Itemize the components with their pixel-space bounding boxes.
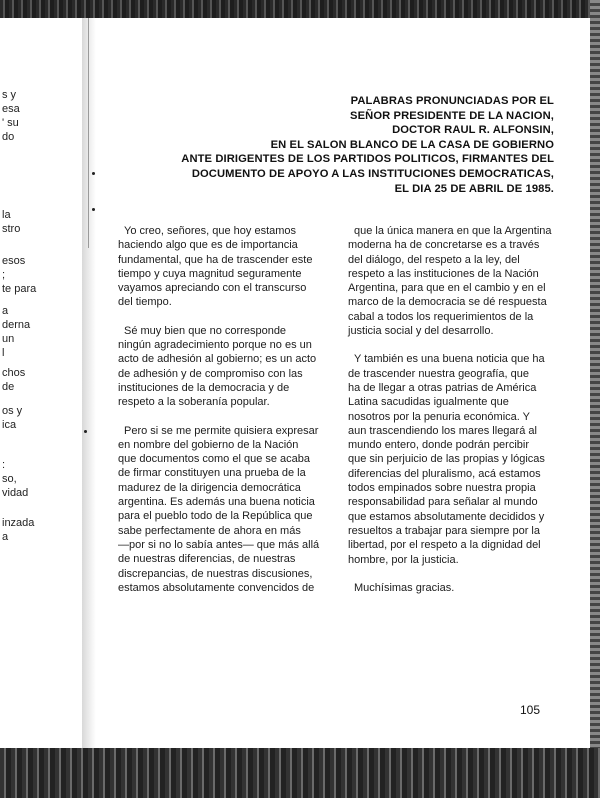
- text-line: respeto a las instituciones de la Nación: [348, 267, 539, 280]
- text-line: acto de adhesión al gobierno; es un acto: [118, 353, 317, 366]
- fragment-line: chos: [2, 367, 26, 379]
- previous-page-fragment: [2, 366, 25, 394]
- fragment-line: derna: [2, 319, 31, 331]
- fragment-line: ' su: [2, 117, 19, 129]
- previous-page-margin: [0, 18, 80, 748]
- fragment-line: de: [2, 381, 15, 393]
- text-line: Latina sacudidas igualmente que: [348, 396, 509, 409]
- text-line: de nuestras diferencias, de nuestras: [118, 553, 296, 566]
- speech-heading: [134, 94, 554, 196]
- fragment-line: vidad: [2, 487, 29, 499]
- text-line: en nombre del gobierno de la Nación: [118, 438, 299, 451]
- heading-line: DOCTOR RAUL R. ALFONSIN,: [392, 124, 554, 137]
- text-line: responsabilidad para señalar al mundo: [348, 496, 538, 509]
- scan-speck: [92, 172, 95, 175]
- text-line: marco de la democracia se dé respuesta: [348, 296, 547, 309]
- text-line: para el pueblo todo de la República que: [118, 510, 313, 523]
- fragment-line: :: [2, 459, 6, 471]
- left-text-column: [118, 224, 328, 609]
- text-line: Yo creo, señores, que hoy estamos: [124, 225, 297, 237]
- fragment-line: l: [2, 347, 5, 359]
- fragment-line: stro: [2, 223, 21, 235]
- text-line: Argentina, para que en el cambio y en el: [348, 282, 546, 295]
- fragment-line: un: [2, 333, 15, 345]
- previous-page-fragment: [2, 404, 22, 432]
- text-line: justicia social y del desarrollo.: [348, 325, 494, 338]
- right-text-column: [348, 224, 558, 609]
- text-line: moderna ha de concretarse es a través: [348, 239, 540, 252]
- text-line: hombre, por la justicia.: [348, 553, 459, 566]
- text-line: Pero si se me permite quisiera expresar: [124, 424, 319, 437]
- text-line: instituciones de la democracia y de: [118, 381, 290, 394]
- text-line: estamos absolutamente convencidos de: [118, 581, 315, 594]
- previous-page-fragment: [2, 254, 36, 296]
- fragment-line: a: [2, 531, 9, 543]
- fragment-line: esos: [2, 255, 26, 267]
- fragment-line: a: [2, 305, 9, 317]
- text-line: ningún agradecimiento porque no es un: [118, 339, 312, 352]
- text-line: de trascender nuestra geografía, que: [348, 367, 530, 380]
- fragment-line: esa: [2, 103, 20, 115]
- spine-line: [88, 18, 89, 248]
- previous-page-fragment: [2, 304, 30, 360]
- text-line: nosotros por la penuria económica. Y: [348, 410, 531, 423]
- right-column-paragraph: [348, 224, 558, 338]
- scan-border-right: [590, 0, 600, 798]
- left-column-paragraph: [118, 224, 328, 310]
- heading-line: DOCUMENTO DE APOYO A LAS INSTITUCIONES DEMOCRATICAS,: [191, 167, 554, 180]
- book-gutter: [82, 18, 96, 748]
- text-line: madurez de la dirigencia democrática: [118, 481, 301, 494]
- text-line: cabal a todos los requerimientos de la: [348, 310, 534, 323]
- previous-page-fragment: [2, 516, 34, 544]
- text-line: argentina. Es además una buena noticia: [118, 496, 315, 509]
- heading-line: EN EL SALON BLANCO DE LA CASA DE GOBIERNO: [270, 138, 554, 151]
- text-line: sabe perfectamente de ahora en más: [118, 524, 301, 537]
- previous-page-fragment: [2, 88, 20, 144]
- text-line: Sé muy bien que no corresponde: [124, 324, 287, 337]
- text-line: ha de llegar a otras patrias de América: [348, 381, 537, 394]
- scan-speck: [92, 208, 95, 211]
- text-line: aun trascendiendo los mares llegará al: [348, 424, 537, 437]
- scan-speck: [84, 430, 87, 433]
- scan-border-top: [0, 0, 600, 18]
- text-line: Y también es una buena noticia que ha: [354, 353, 545, 366]
- fragment-line: la: [2, 209, 11, 221]
- text-line: de adhesión y de compromiso con las: [118, 367, 303, 380]
- page-number: 105: [520, 703, 541, 717]
- fragment-line: inzada: [2, 517, 35, 529]
- heading-line: ANTE DIRIGENTES DE LOS PARTIDOS POLITICOS, FIRMANTES DEL: [181, 153, 554, 166]
- fragment-line: te para: [2, 283, 37, 295]
- left-column-paragraph: [118, 424, 328, 596]
- fragment-line: ica: [2, 419, 17, 431]
- text-line: —por si no lo sabía antes— que más allá: [118, 538, 320, 551]
- heading-line: EL DIA 25 DE ABRIL DE 1985.: [394, 182, 554, 195]
- text-line: tiempo y cuya magnitud seguramente: [118, 267, 302, 280]
- text-line: de firmar constituyen una prueba de la: [118, 467, 306, 480]
- heading-line: SEÑOR PRESIDENTE DE LA NACION,: [350, 109, 554, 122]
- fragment-line: s y: [2, 89, 17, 101]
- fragment-line: do: [2, 131, 15, 143]
- text-line: diferencias del pluralismo, acá estamos: [348, 467, 541, 480]
- left-column-paragraph: [118, 324, 328, 410]
- text-line: que sin perjuicio de las propias y lógicas: [348, 453, 545, 466]
- fragment-line: so,: [2, 473, 17, 485]
- heading-line: PALABRAS PRONUNCIADAS POR EL: [350, 95, 554, 107]
- text-line: fundamental, que ha de trascender este: [118, 253, 313, 266]
- text-line: todos empinados sobre nuestra propia: [348, 482, 536, 495]
- previous-page-fragment: [2, 458, 28, 500]
- text-line: del diálogo, del respeto a la ley, del: [348, 253, 520, 266]
- text-line: que la única manera en que la Argentina: [354, 225, 552, 237]
- scan-border-bottom: [0, 748, 600, 798]
- previous-page-fragment: [2, 208, 20, 236]
- fragment-line: ;: [2, 269, 6, 281]
- text-line: que documentos como el que se acaba: [118, 453, 311, 466]
- text-line: que estamos absolutamente decididos y: [348, 510, 545, 523]
- text-line: del tiempo.: [118, 296, 172, 309]
- fragment-line: os y: [2, 405, 23, 417]
- text-line: discrepancias, de nuestras discusiones,: [118, 567, 313, 580]
- right-column-paragraph: [348, 352, 558, 566]
- text-line: respeto a la soberanía popular.: [118, 396, 270, 409]
- text-line: vayamos apreciando con el transcurso: [118, 282, 307, 295]
- right-column-paragraph: [348, 581, 558, 595]
- text-line: resueltos a trabajar para siempre por la: [348, 524, 540, 537]
- text-line: libertad, por el respeto a la dignidad del: [348, 539, 541, 552]
- text-line: Muchísimas gracias.: [354, 581, 455, 594]
- text-line: haciendo algo que es de importancia: [118, 239, 298, 252]
- text-line: mundo entero, donde podrán percibir: [348, 439, 530, 452]
